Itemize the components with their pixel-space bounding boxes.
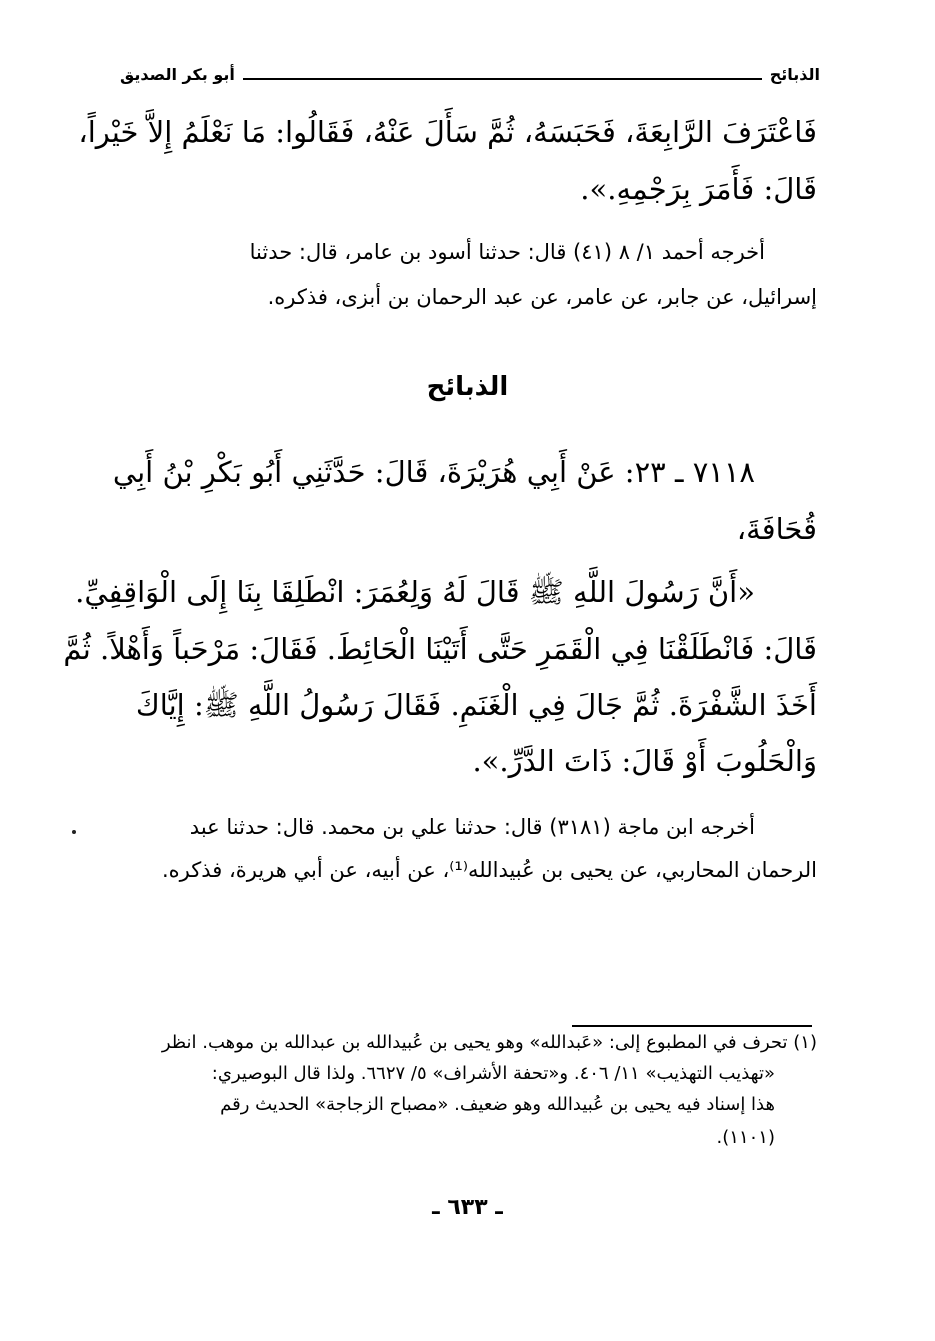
page-number: ـ ٦٣٣ ـ (432, 1195, 503, 1220)
hadith-text-line-4: وَالْحَلُوبَ أَوْ قَالَ: ذَاتَ الدَّرِّ.». (472, 744, 817, 778)
hadith-text-line-1: «أَنَّ رَسُولَ اللَّهِ ﷺ قَالَ لَهُ وَلِعُمَرَ: انْطَلِقَا بِنَا إِلَى الْوَاقِفِيِّ. (75, 575, 755, 609)
hadith-text-line-3: أَخَذَ الشَّفْرَةَ. ثُمَّ جَالَ فِي الْغَنَمِ. فَقَالَ رَسُولُ اللَّهِ ﷺ: إِيَّاكَ (135, 688, 817, 722)
takhrij-line-2: الرحمان المحاربي، عن يحيى بن عُبيدالله⁽¹⁾، عن أبيه، عن أبي هريرة، فذكره. (161, 858, 817, 882)
takhrij-line-1: أخرجه ابن ماجة (٣١٨١) قال: حدثنا علي بن محمد. قال: حدثنا عبد (189, 815, 755, 839)
footnote-line-3: هذا إسناد فيه يحيى بن عُبيدالله وهو ضعيف. «مصباح الزجاجة» الحديث رقم (220, 1094, 775, 1115)
page-speck (72, 830, 76, 834)
header-chapter: الذبائح (769, 64, 820, 84)
header-book: أبو بكر الصديق (120, 64, 235, 84)
prev-takhrij-line-2: إسرائيل، عن جابر، عن عامر، عن عبد الرحمان بن أبزى، فذكره. (267, 285, 817, 309)
prev-takhrij-line-1: أخرجه أحمد ١/ ٨ (٤١) قال: حدثنا أسود بن عامر، قال: حدثنا (249, 240, 765, 264)
section-title: الذبائح (426, 372, 509, 402)
hadith-number-line: ٧١١٨ ـ ٢٣: عَنْ أَبِي هُرَيْرَةَ، قَالَ: حَدَّثَنِي أَبُو بَكْرِ بْنُ أَبِي (112, 455, 755, 489)
hadith-narrator-line: قُحَافَةَ، (736, 512, 817, 546)
footnote-line-1: (١) تحرف في المطبوع إلى: «عَبدالله» وهو يحيى بن عُبيدالله بن عبدالله بن موهب. انظر (161, 1032, 817, 1053)
hadith-text-line-2: قَالَ: فَانْطَلَقْنَا فِي الْقَمَرِ حَتَّى أَتَيْنَا الْحَائِطَ. فَقَالَ: مَرْحَباً وَأَهْلاً. ثُمَّ (63, 632, 817, 666)
footnote-rule (572, 1025, 812, 1027)
footnote-line-4: (١١٠١). (716, 1127, 775, 1148)
running-header (120, 62, 820, 86)
prev-hadith-line-1: فَاعْتَرَفَ الرَّابِعَةَ، فَحَبَسَهُ، ثُمَّ سَأَلَ عَنْهُ، فَقَالُوا: مَا نَعْلَمُ إِلاَّ خَيْراً، (78, 115, 817, 149)
header-rule (243, 78, 762, 80)
footnote-line-2: «تهذيب التهذيب» ١١/ ٤٠٦. و«تحفة الأشراف» ٥/ ٦٦٢٧. ولذا قال البوصيري: (211, 1063, 775, 1084)
prev-hadith-line-2: قَالَ: فَأَمَرَ بِرَجْمِهِ.». (580, 172, 817, 206)
